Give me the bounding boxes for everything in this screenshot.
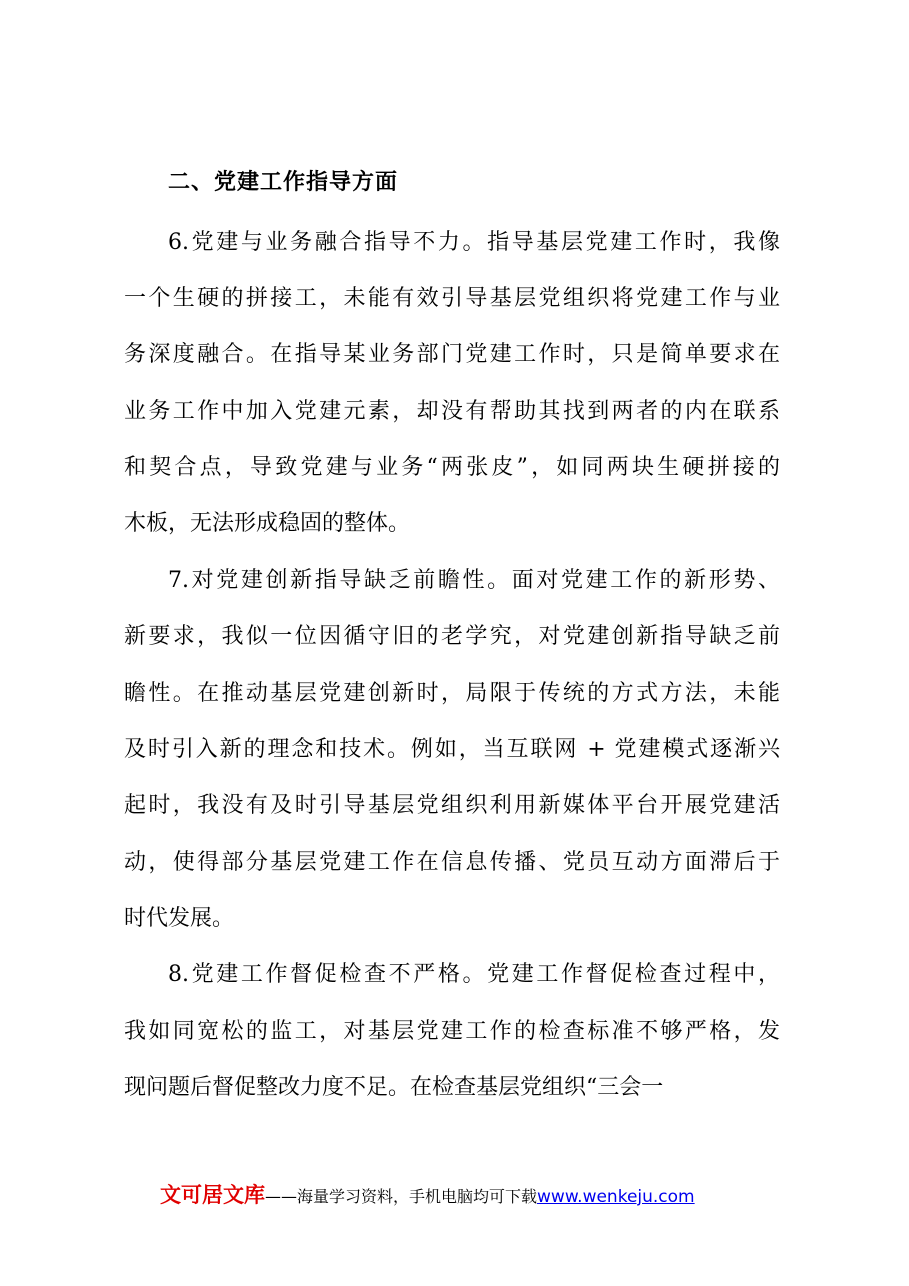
paragraph-line: 和契合点，导致党建与业务“两张皮”，如同两块生硬拼接的 <box>124 455 780 480</box>
paragraph-line: 动，使得部分基层党建工作在信息传播、党员互动方面滞后于 <box>124 850 780 875</box>
paragraph-line: 一个生硬的拼接工，未能有效引导基层党组织将党建工作与业 <box>124 286 780 311</box>
paragraph-line: 及时引入新的理念和技术。例如，当互联网 + 党建模式逐渐兴 <box>124 737 780 762</box>
paragraph-line: 务深度融合。在指导某业务部门党建工作时，只是简单要求在 <box>124 342 780 367</box>
paragraph-line: 新要求，我似一位因循守旧的老学究，对党建创新指导缺乏前 <box>124 624 780 649</box>
footer-slogan: ——海量学习资料，手机电脑均可下载 <box>265 1187 538 1206</box>
paragraph-line: 瞻性。在推动基层党建创新时，局限于传统的方式方法，未能 <box>124 681 780 706</box>
footer-brand: 文可居文库 <box>160 1183 265 1207</box>
paragraph-line: 木板，无法形成稳固的整体。 <box>124 511 411 536</box>
section-heading: 二、党建工作指导方面 <box>168 170 399 195</box>
footer-url-link[interactable]: www.wenkeju.com <box>537 1187 695 1207</box>
footer-banner <box>160 1180 695 1210</box>
paragraph-line: 我如同宽松的监工，对基层党建工作的检查标准不够严格，发 <box>124 1019 780 1044</box>
paragraph-line: 现问题后督促整改力度不足。在检查基层党组织“三会一 <box>124 1075 664 1100</box>
paragraph-line: 7.对党建创新指导缺乏前瞻性。面对党建工作的新形势、 <box>168 568 780 593</box>
paragraph-line: 时代发展。 <box>124 906 235 931</box>
paragraph-line: 6.党建与业务融合指导不力。指导基层党建工作时，我像 <box>168 230 780 255</box>
paragraph-line: 业务工作中加入党建元素，却没有帮助其找到两者的内在联系 <box>124 399 780 424</box>
paragraph-line: 起时，我没有及时引导基层党组织利用新媒体平台开展党建活 <box>124 793 780 818</box>
paragraph-line: 8.党建工作督促检查不严格。党建工作督促检查过程中， <box>168 962 780 987</box>
